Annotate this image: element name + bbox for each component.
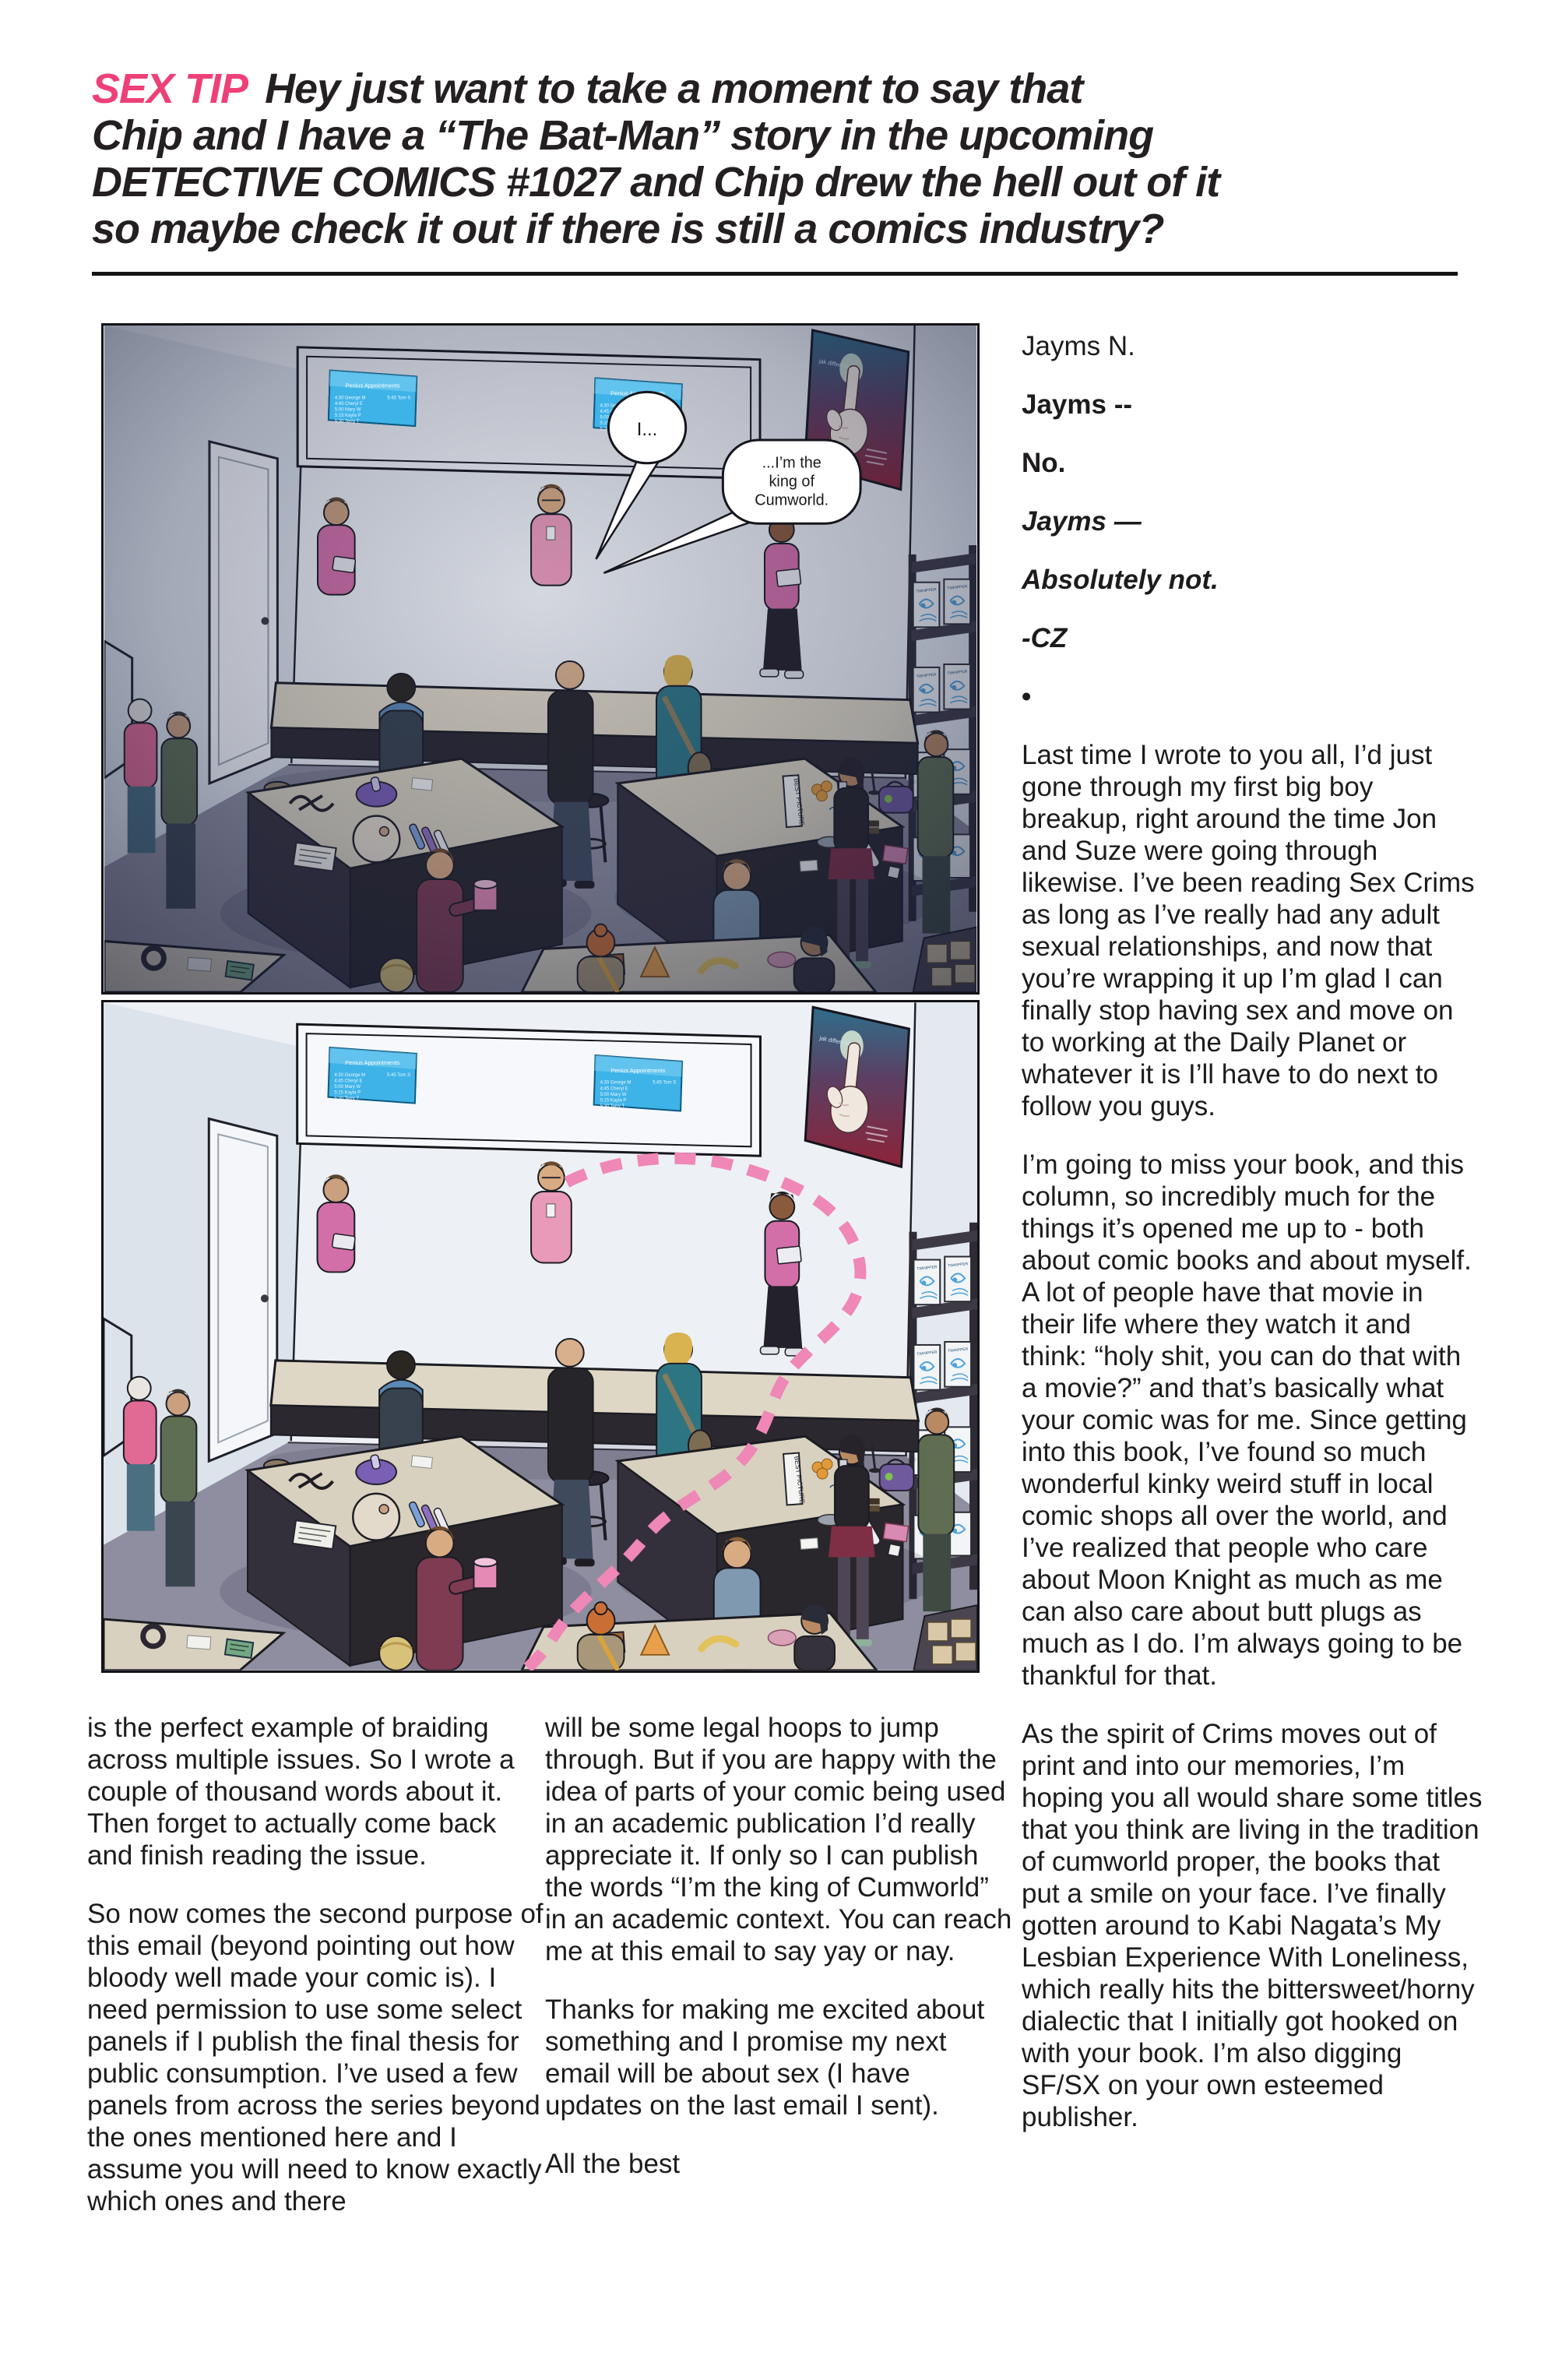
letter-paragraph: As the spirit of Crims moves out of print and into our memories, I’m hoping you all would share some titles that you think are living in the tradition of cumworld proper, the books that put a smile on your face. I’ve finally gotten around to Kabi Nagata’s My Lesbian Experience With Loneliness, which really hits the bittersweet/horny dialectic that I initially got hooked on with your book. I’m also digging SF/SX on your own esteemed publisher. [1022, 1719, 1483, 2132]
bottom-left-column [87, 1712, 544, 2244]
dim-overlay [104, 326, 976, 992]
letter-paragraph: Thanks for making me excited about something and I promise my next email will be about sex (I have updates on the last email I sent). [545, 1994, 985, 2121]
section-bullet: • [1022, 681, 1032, 712]
letter-paragraph: Last time I wrote to you all, I’d just gone through my first big boy breakup, right around the time Jon and Suze were going through likewise. I’ve been reading Sex Crims as long as I’ve really had any adult sexual relationships, and now that you’re wrapping it up I’m glad I can finally stop having sex and move on to working at the Daily Planet or whatever it is I’ll have to do next to follow you guys. [1022, 740, 1475, 1121]
header-line-1 [92, 65, 1469, 112]
letter-column [1022, 330, 1483, 2160]
header-line-4: so maybe check it out if there is still a comics industry? [92, 206, 1164, 252]
comic-panel-bright [101, 1000, 980, 1673]
speech-bubble-2-line: Cumworld. [755, 491, 829, 509]
letter-signoff: All the best [545, 2149, 681, 2179]
letter-paragraph: will be some legal hoops to jump through. But if you are happy with the idea of parts of your comic being used in an academic publication I’d really appreciate it. If only so I can publish the words “I’m the king of Cumworld” in an academic context. You can reach me at this email to say yay or nay. [545, 1713, 1012, 1966]
exchange-line: Jayms -- [1022, 389, 1133, 420]
speech-bubble-2-line: king of [769, 473, 814, 491]
page-title [92, 65, 1469, 252]
letter-paragraph: is the perfect example of braiding across multiple issues. So I wrote a couple of thousand words about it. Then forget to actually come back and finish reading the issue. [87, 1713, 515, 1871]
comic-panel-dark [101, 323, 980, 995]
sex-tip-label: SEX TIP [92, 65, 248, 112]
letter-attribution: Jayms N. [1022, 331, 1135, 361]
exchange-line: No. [1022, 448, 1066, 478]
header-line-1-text: Hey just want to take a moment to say that [265, 65, 1083, 112]
letter-paragraph: I’m going to miss your book, and this column, so incredibly much for the things it’s opened me up to - both about comic books and about myself. A lot of people have that movie in their life where they watch it and think: “holy shit, you can do that with a movie?” and that’s basically what your comic was for me. Since getting into this book, I’ve found so much wonderful kinky weird stuff in local comic shops all over the world, and I’ve realized that people who care about Moon Knight as much as me can also care about butt plugs as much as I do. I’m always going to be thankful for that. [1022, 1150, 1472, 1691]
exchange-line: Jayms — [1022, 506, 1142, 537]
header-line-2: Chip and I have a “The Bat-Man” story in the upcoming [92, 112, 1154, 159]
divider [92, 272, 1458, 276]
speech-bubble-1-text: I... [636, 419, 658, 441]
header-line-3: DETECTIVE COMICS #1027 and Chip drew the hell out of it [92, 159, 1220, 206]
letter-paragraph: So now comes the second purpose of this email (beyond pointing out how bloody well made your comic is). I need permission to use some select panels if I publish the final thesis for public consumption. I’ve used a few panels from across the series beyond the ones mentioned here and I assume you will need to know exactly which ones and there [87, 1899, 544, 2216]
speech-bubble-2-line: ...I’m the [762, 454, 821, 472]
exchange-line: Absolutely not. [1022, 565, 1219, 595]
bottom-middle-column [545, 1712, 1012, 2206]
editor-signature: -CZ [1022, 623, 1068, 653]
